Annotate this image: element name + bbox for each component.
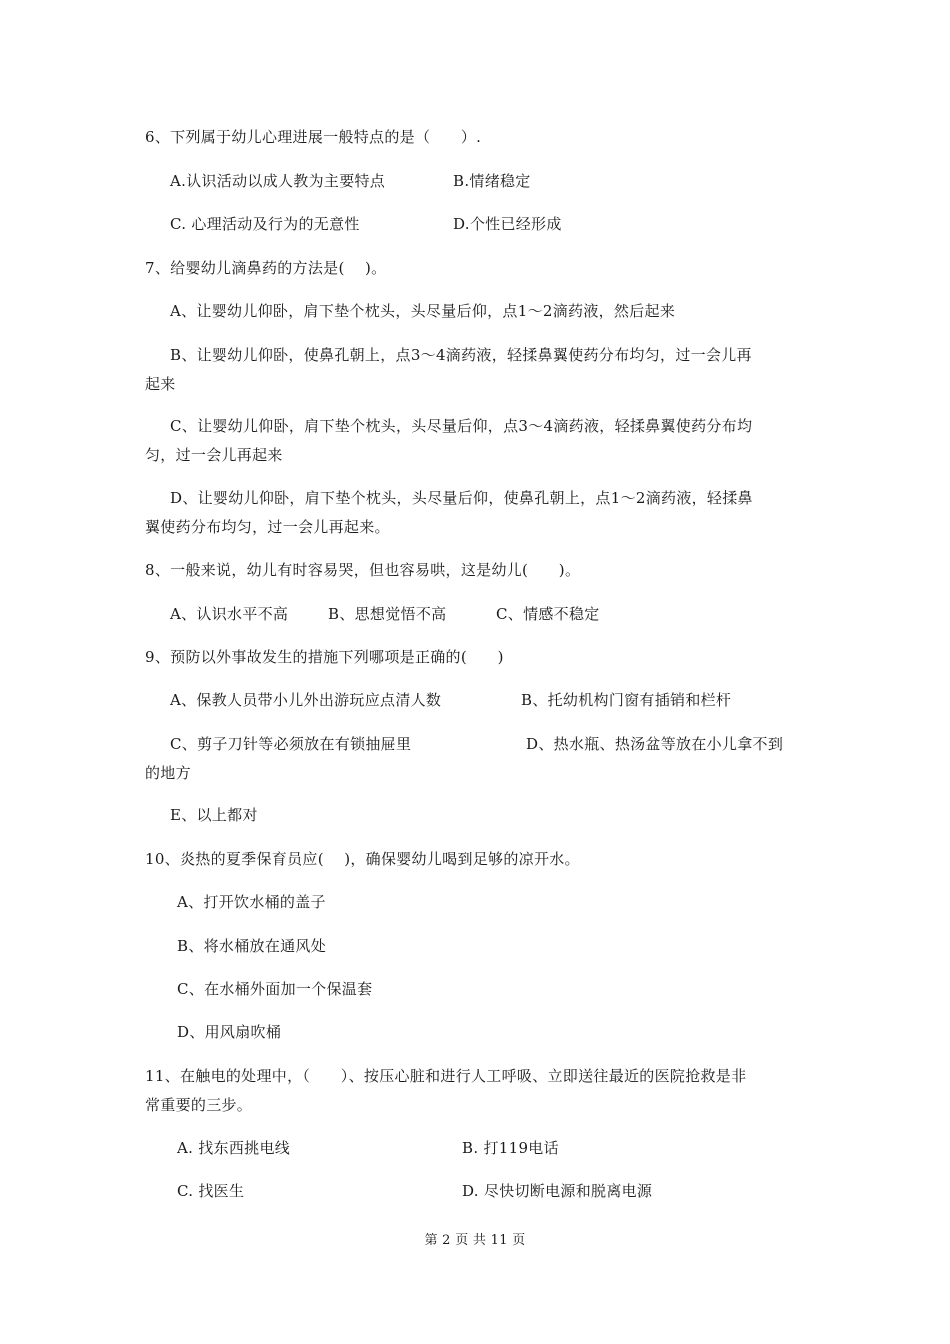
question-6-option-d: D.个性已经形成 xyxy=(453,215,562,233)
question-7-option-c-line2: 匀，过一会儿再起来 xyxy=(145,446,283,464)
question-11-option-d: D. 尽快切断电源和脱离电源 xyxy=(462,1182,653,1200)
question-10-stem: 10、炎热的夏季保育员应( )，确保婴幼儿喝到足够的凉开水。 xyxy=(145,850,580,868)
question-8-option-a: A、认识水平不高 xyxy=(170,605,289,623)
question-10-option-c: C、在水桶外面加一个保温套 xyxy=(177,980,373,998)
question-8-option-b: B、思想觉悟不高 xyxy=(328,605,447,623)
question-11-stem-line1: 11、在触电的处理中，（ ）、按压心脏和进行人工呼吸、立即送往最近的医院抢救是非 xyxy=(145,1067,747,1085)
question-10-option-a: A、打开饮水桶的盖子 xyxy=(177,893,326,911)
question-8-stem: 8、一般来说，幼儿有时容易哭，但也容易哄，这是幼儿( )。 xyxy=(145,561,581,579)
question-9-option-e: E、以上都对 xyxy=(170,806,258,824)
question-7-option-b-line2: 起来 xyxy=(145,375,176,393)
page-footer: 第 2 页 共 11 页 xyxy=(424,1233,526,1248)
question-11-option-b: B. 打119电话 xyxy=(462,1139,559,1157)
question-7-stem: 7、给婴幼儿滴鼻药的方法是( )。 xyxy=(145,259,387,277)
question-9-stem: 9、预防以外事故发生的措施下列哪项是正确的( ) xyxy=(145,648,504,666)
question-9-option-d-line1: D、热水瓶、热汤盆等放在小儿拿不到 xyxy=(526,735,784,753)
question-11-stem-line2: 常重要的三步。 xyxy=(145,1096,253,1114)
question-9-option-d-line2: 的地方 xyxy=(145,764,191,782)
question-9-option-b: B、托幼机构门窗有插销和栏杆 xyxy=(521,691,732,709)
question-10-option-d: D、用风扇吹桶 xyxy=(177,1023,282,1041)
question-6-option-b: B.情绪稳定 xyxy=(453,172,531,190)
question-11-option-a: A. 找东西挑电线 xyxy=(177,1139,291,1157)
question-7-option-b-line1: B、让婴幼儿仰卧，使鼻孔朝上，点3～4滴药液，轻揉鼻翼使药分布均匀，过一会儿再 xyxy=(170,346,752,364)
question-6-option-c: C. 心理活动及行为的无意性 xyxy=(170,215,360,233)
question-11-option-c: C. 找医生 xyxy=(177,1182,245,1200)
question-6-option-a: A.认识活动以成人教为主要特点 xyxy=(170,172,386,190)
question-7-option-d-line2: 翼使药分布均匀，过一会儿再起来。 xyxy=(145,518,390,536)
question-7-option-d-line1: D、让婴幼儿仰卧，肩下垫个枕头，头尽量后仰，使鼻孔朝上，点1～2滴药液，轻揉鼻 xyxy=(170,489,753,507)
question-7-option-a: A、让婴幼儿仰卧，肩下垫个枕头，头尽量后仰，点1～2滴药液，然后起来 xyxy=(170,302,676,320)
question-9-option-c: C、剪子刀针等必须放在有锁抽屉里 xyxy=(170,735,412,753)
question-10-option-b: B、将水桶放在通风处 xyxy=(177,937,327,955)
question-7-option-c-line1: C、让婴幼儿仰卧，肩下垫个枕头，头尽量后仰，点3～4滴药液，轻揉鼻翼使药分布均 xyxy=(170,417,753,435)
question-6-stem: 6、下列属于幼儿心理进展一般特点的是（ ）. xyxy=(145,128,482,146)
question-8-option-c: C、情感不稳定 xyxy=(496,605,600,623)
question-9-option-a: A、保教人员带小儿外出游玩应点清人数 xyxy=(170,691,442,709)
